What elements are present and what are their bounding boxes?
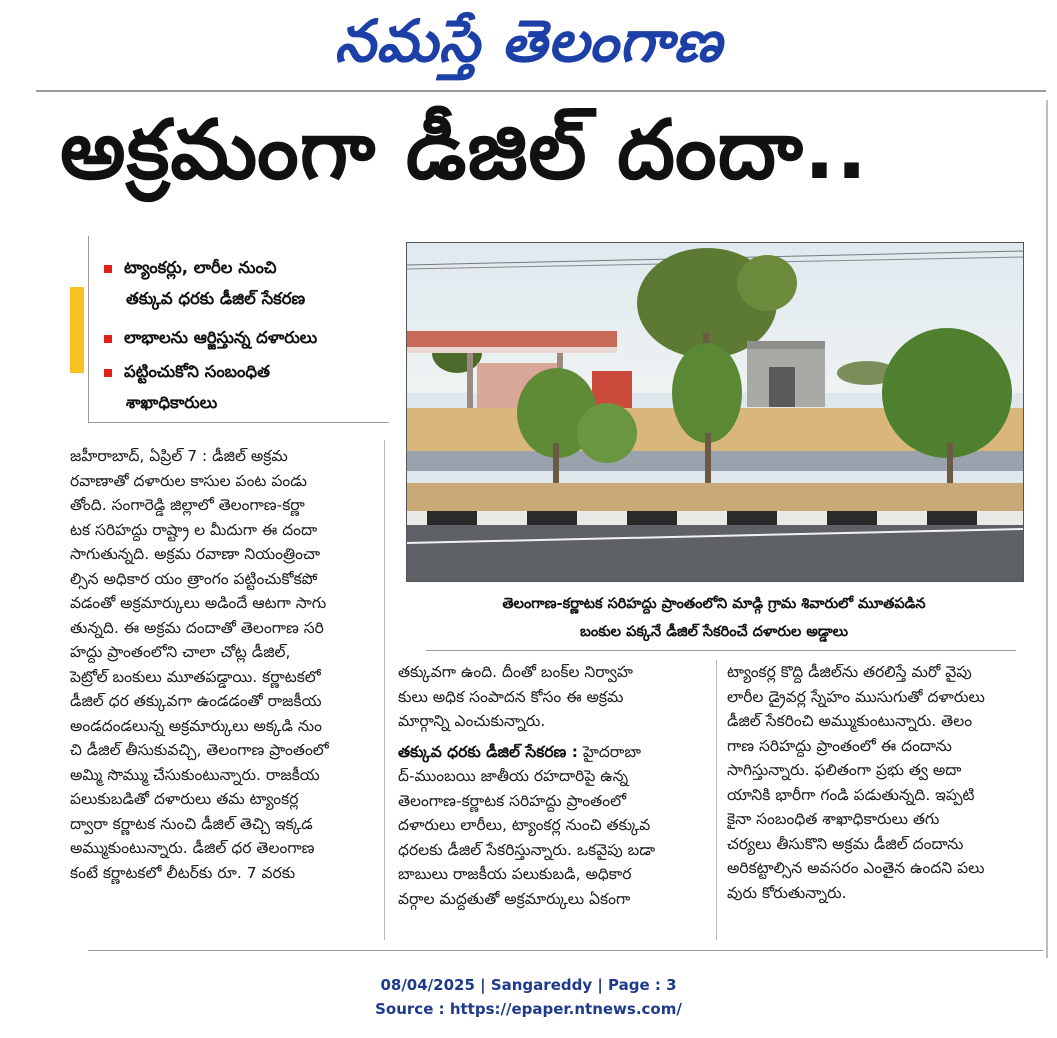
- article-line: ల్సిన అధికార యం త్రాంగం పట్టించుకోకపో: [70, 569, 318, 588]
- article-column-2: తక్కువగా ఉంది. దీంతో బంక్‌ల నిర్వాహ కులు అధిక సంపాదన కోసం ఈ అక్రమ మార్గాన్ని ఎంచుకున్నారు. తక్కువ ధరకు డీజిల్ సేకరణ : హైదరాబా ద్-ముంబయి జాతీయ రహదారిపై ఉన్న తెలంగాణ-కర్ణాటక సరిహద్దు ప్రాంతంలో దళారులు లారీలు, ట్యాంకర్ల నుంచి తక్కువ ధరలకు డీజిల్ సేకరిస్తున్నారు. ఒకవైపు బడా బాబులు రాజకీయ పలుకుబడి, అధికార వర్గాల మద్దతుతో అక్రమార్కులు ఏకంగా: [398, 660, 708, 911]
- article-line: తోంది. సంగారెడ్డి జిల్లాలో తెలంగాణ-కర్ణా: [70, 496, 305, 514]
- subheading: తక్కువ ధరకు డీజిల్ సేకరణ :: [398, 742, 578, 761]
- bullet-square-icon: [104, 335, 112, 343]
- article-line: తక్కువగా ఉంది. దీంతో బంక్‌ల నిర్వాహ: [398, 663, 633, 681]
- article-line: ట్యాంకర్ల కొద్ది డీజిల్‌ను తరలిస్తే మరో వైపు: [727, 663, 972, 681]
- article-line: లారీల డ్రైవర్ల స్నేహం ముసుగుతో దళారులు: [727, 687, 985, 706]
- article-line: మార్గాన్ని ఎంచుకున్నారు.: [398, 712, 546, 730]
- article-line: అమ్ముకుంటున్నారు. డీజిల్ ధర తెలంగాణ: [70, 839, 315, 857]
- masthead-divider: [36, 90, 1046, 92]
- article-line: అండదండలున్న అక్రమార్కులు అక్కడి నుం: [70, 716, 322, 735]
- column-divider: [716, 660, 717, 940]
- article-line: అమ్మి సొమ్ము చేసుకుంటున్నారు. రాజకీయ: [70, 765, 320, 784]
- article-column-3: [727, 660, 1042, 905]
- article-line: కులు అధిక సంపాదన కోసం ఈ అక్రమ: [398, 687, 624, 706]
- article-line: టక సరిహద్దు రాష్ట్రా ల మీదుగా ఈ దందా: [70, 520, 318, 539]
- article-line: కైనా సంబంధిత శాఖాధికారులు తగు: [727, 810, 940, 828]
- newspaper-masthead: నమస్తే తెలంగాణ: [334, 7, 723, 75]
- highlight-item-1: ట్యాంకర్లు, లారీల నుంచి తక్కువ ధరకు డీజిల్ సేకరణ: [104, 252, 305, 314]
- page-bottom-rule: [88, 950, 1043, 951]
- caption-divider: [426, 650, 1016, 651]
- article-line: చి డీజిల్ తీసుకువచ్చి, తెలంగాణ ప్రాంతంలో: [70, 741, 329, 759]
- footer-date-edition: 08/04/2025 | Sangareddy | Page : 3: [380, 976, 677, 994]
- roadside-petrol-bunk-illustration: [407, 243, 1023, 581]
- bullet-square-icon: [104, 369, 112, 377]
- article-line: ధరలకు డీజిల్ సేకరిస్తున్నారు. ఒకవైపు బడా: [398, 840, 656, 859]
- column-divider: [384, 440, 385, 940]
- article-line: హద్దు ప్రాంతంలోని చాలా చోట్ల డీజిల్,: [70, 643, 291, 661]
- article-line: వురు కోరుతున్నారు.: [727, 883, 847, 902]
- article-line: కంటే కర్ణాటకలో లీటర్‌కు రూ. 7 వరకు: [70, 863, 296, 882]
- article-line: పలుకుబడితో దళారులు తమ ట్యాంకర్ల: [70, 790, 299, 808]
- article-headline: అక్రమంగా డీజిల్ దందా..: [60, 103, 869, 198]
- photo-caption: తెలంగాణ-కర్ణాటక సరిహద్దు ప్రాంతంలోని మాడ్గి గ్రామ శివారులో మూతపడిన బంకుల పక్కనే డీజిల్ సేకరించే దళారుల అడ్డాలు: [502, 596, 926, 640]
- article-line: ద్వారా కర్ణాటక నుంచి డీజిల్ తెచ్చి ఇక్కడ: [70, 814, 313, 833]
- article-line: అరికట్టాల్సిన అవసరం ఎంతైన ఉందని పలు: [727, 859, 985, 877]
- bullet-square-icon: [104, 265, 112, 273]
- highlight-item-3: పట్టించుకోని సంబంధిత శాఖాధికారులు: [104, 356, 270, 418]
- article-line: తెలంగాణ-కర్ణాటక సరిహద్దు ప్రాంతంలో: [398, 791, 627, 810]
- highlight-item-2: లాభాలను ఆర్జిస్తున్న దళారులు: [104, 322, 317, 353]
- article-line: పెట్రోల్ బంకులు మూతపడ్డాయి. కర్ణాటకలో: [70, 667, 321, 686]
- article-line: దళారులు లారీలు, ట్యాంకర్ల నుంచి తక్కువ: [398, 816, 651, 834]
- article-line: గాణ సరిహద్దు ప్రాంతంలో ఈ దందాను: [727, 736, 952, 755]
- article-line: బాబులు రాజకీయ పలుకుబడి, అధికార: [398, 865, 632, 883]
- article-line: ద్-ముంబయి జాతీయ రహదారిపై ఉన్న: [398, 767, 629, 785]
- article-line: డీజిల్ సేకరించి అమ్ముకుంటున్నారు. తెలం: [727, 712, 973, 730]
- article-column-1: [70, 444, 370, 885]
- article-line: యానికి భారీగా గండి పడుతున్నది. ఇప్పటి: [727, 785, 975, 804]
- page-right-rule: [1046, 100, 1048, 958]
- article-line: జహీరాబాద్, ఏప్రిల్ 7 : డీజిల్ అక్రమ: [70, 447, 288, 465]
- article-line: డీజిల్ ధర తక్కువగా ఉండడంతో రాజకీయ: [70, 692, 322, 710]
- article-line: వర్గాల మద్దతుతో అక్రమార్కులు ఏకంగా: [398, 889, 631, 908]
- highlight-accent-bar: [70, 287, 84, 373]
- article-line: వడంతో అక్రమార్కులు అడిందే ఆటగా సాగు: [70, 594, 327, 612]
- article-photo: [406, 242, 1024, 582]
- article-line: రవాణాతో దళారుల కాసుల పంట పండు: [70, 471, 308, 490]
- article-line: సాగిస్తున్నారు. ఫలితంగా ప్రభు త్వ అదా: [727, 761, 962, 779]
- article-line: చర్యలు తీసుకొని అక్రమ డీజిల్ దందాను: [727, 834, 964, 853]
- article-line: తున్నది. ఈ అక్రమ దందాతో తెలంగాణ సరి: [70, 618, 324, 637]
- article-line: సాగుతున్నది. అక్రమ రవాణా నియంత్రించా: [70, 545, 321, 563]
- footer-source: Source : https://epaper.ntnews.com/: [375, 1000, 682, 1018]
